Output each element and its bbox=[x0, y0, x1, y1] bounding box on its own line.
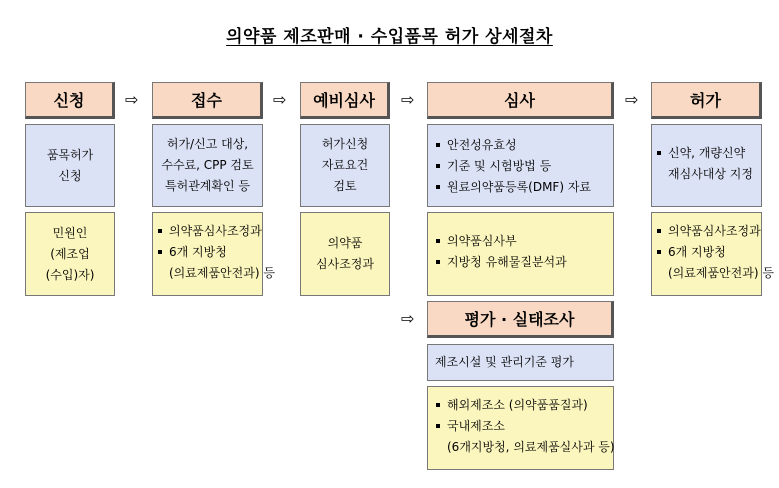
stage-apply-responsible: 민원인 (제조업 (수입)자) bbox=[25, 212, 115, 296]
arrow-review-to-approval: ⇨ bbox=[625, 90, 639, 109]
stage-prelim-header: 예비심사 bbox=[300, 82, 390, 119]
arrow-apply-to-receipt: ⇨ bbox=[125, 90, 139, 109]
list-item: 해외제조소 (의약품품질과) bbox=[436, 395, 609, 416]
page-title: 의약품 제조판매 · 수입품목 허가 상세절차 bbox=[226, 27, 553, 47]
stage-approval-description: 신약, 개량신약 재심사대상 지정 bbox=[651, 124, 762, 207]
list-item: 신약, 개량신약 bbox=[657, 143, 757, 164]
list-item: 국내제조소 bbox=[436, 416, 609, 437]
list-item: 의약품심사부 bbox=[436, 231, 609, 252]
arrow-receipt-to-prelim: ⇨ bbox=[273, 90, 287, 109]
stage-receipt-description: 허가/신고 대상, 수수료, CPP 검토 특허관계확인 등 bbox=[152, 124, 263, 207]
stage-apply-description: 품목허가 신청 bbox=[25, 124, 115, 207]
stage-inspection-description: 제조시설 및 관리기준 평가 bbox=[427, 344, 614, 381]
stage-review-description bbox=[427, 124, 614, 207]
stage-prelim-responsible: 의약품 심사조정과 bbox=[300, 212, 390, 296]
stage-review-responsible bbox=[427, 212, 614, 296]
list-item: 6개 지방청 bbox=[158, 242, 258, 263]
list-item: 6개 지방청 bbox=[657, 242, 757, 263]
list-item: 지방청 유해물질분석과 bbox=[436, 252, 609, 273]
list-item: 의약품심사조정과 bbox=[657, 221, 757, 242]
stage-inspection-responsible: 해외제조소 (의약품품질과) 국내제조소 (6개지방청, 의료제품실사과 등) bbox=[427, 386, 614, 470]
arrow-to-inspection: ⇨ bbox=[401, 309, 415, 328]
stage-inspection-header: 평가 · 실태조사 bbox=[427, 301, 614, 338]
list-item: 기준 및 시험방법 등 bbox=[436, 156, 609, 177]
list-item: 의약품심사조정과 bbox=[158, 221, 258, 242]
stage-receipt-header: 접수 bbox=[152, 82, 263, 119]
stage-approval-header: 허가 bbox=[651, 82, 762, 119]
stage-apply-header: 신청 bbox=[25, 82, 115, 119]
stage-review-header: 심사 bbox=[427, 82, 614, 119]
list-item: 안전성유효성 bbox=[436, 135, 609, 156]
stage-approval-responsible: 의약품심사조정과 6개 지방청 (의료제품안전과) 등 bbox=[651, 212, 762, 296]
arrow-prelim-to-review: ⇨ bbox=[401, 90, 415, 109]
list-item: 원료의약품등록(DMF) 자료 bbox=[436, 177, 609, 198]
stage-receipt-responsible: 의약품심사조정과 6개 지방청 (의료제품안전과) 등 bbox=[152, 212, 263, 296]
stage-prelim-description: 허가신청 자료요건 검토 bbox=[300, 124, 390, 207]
